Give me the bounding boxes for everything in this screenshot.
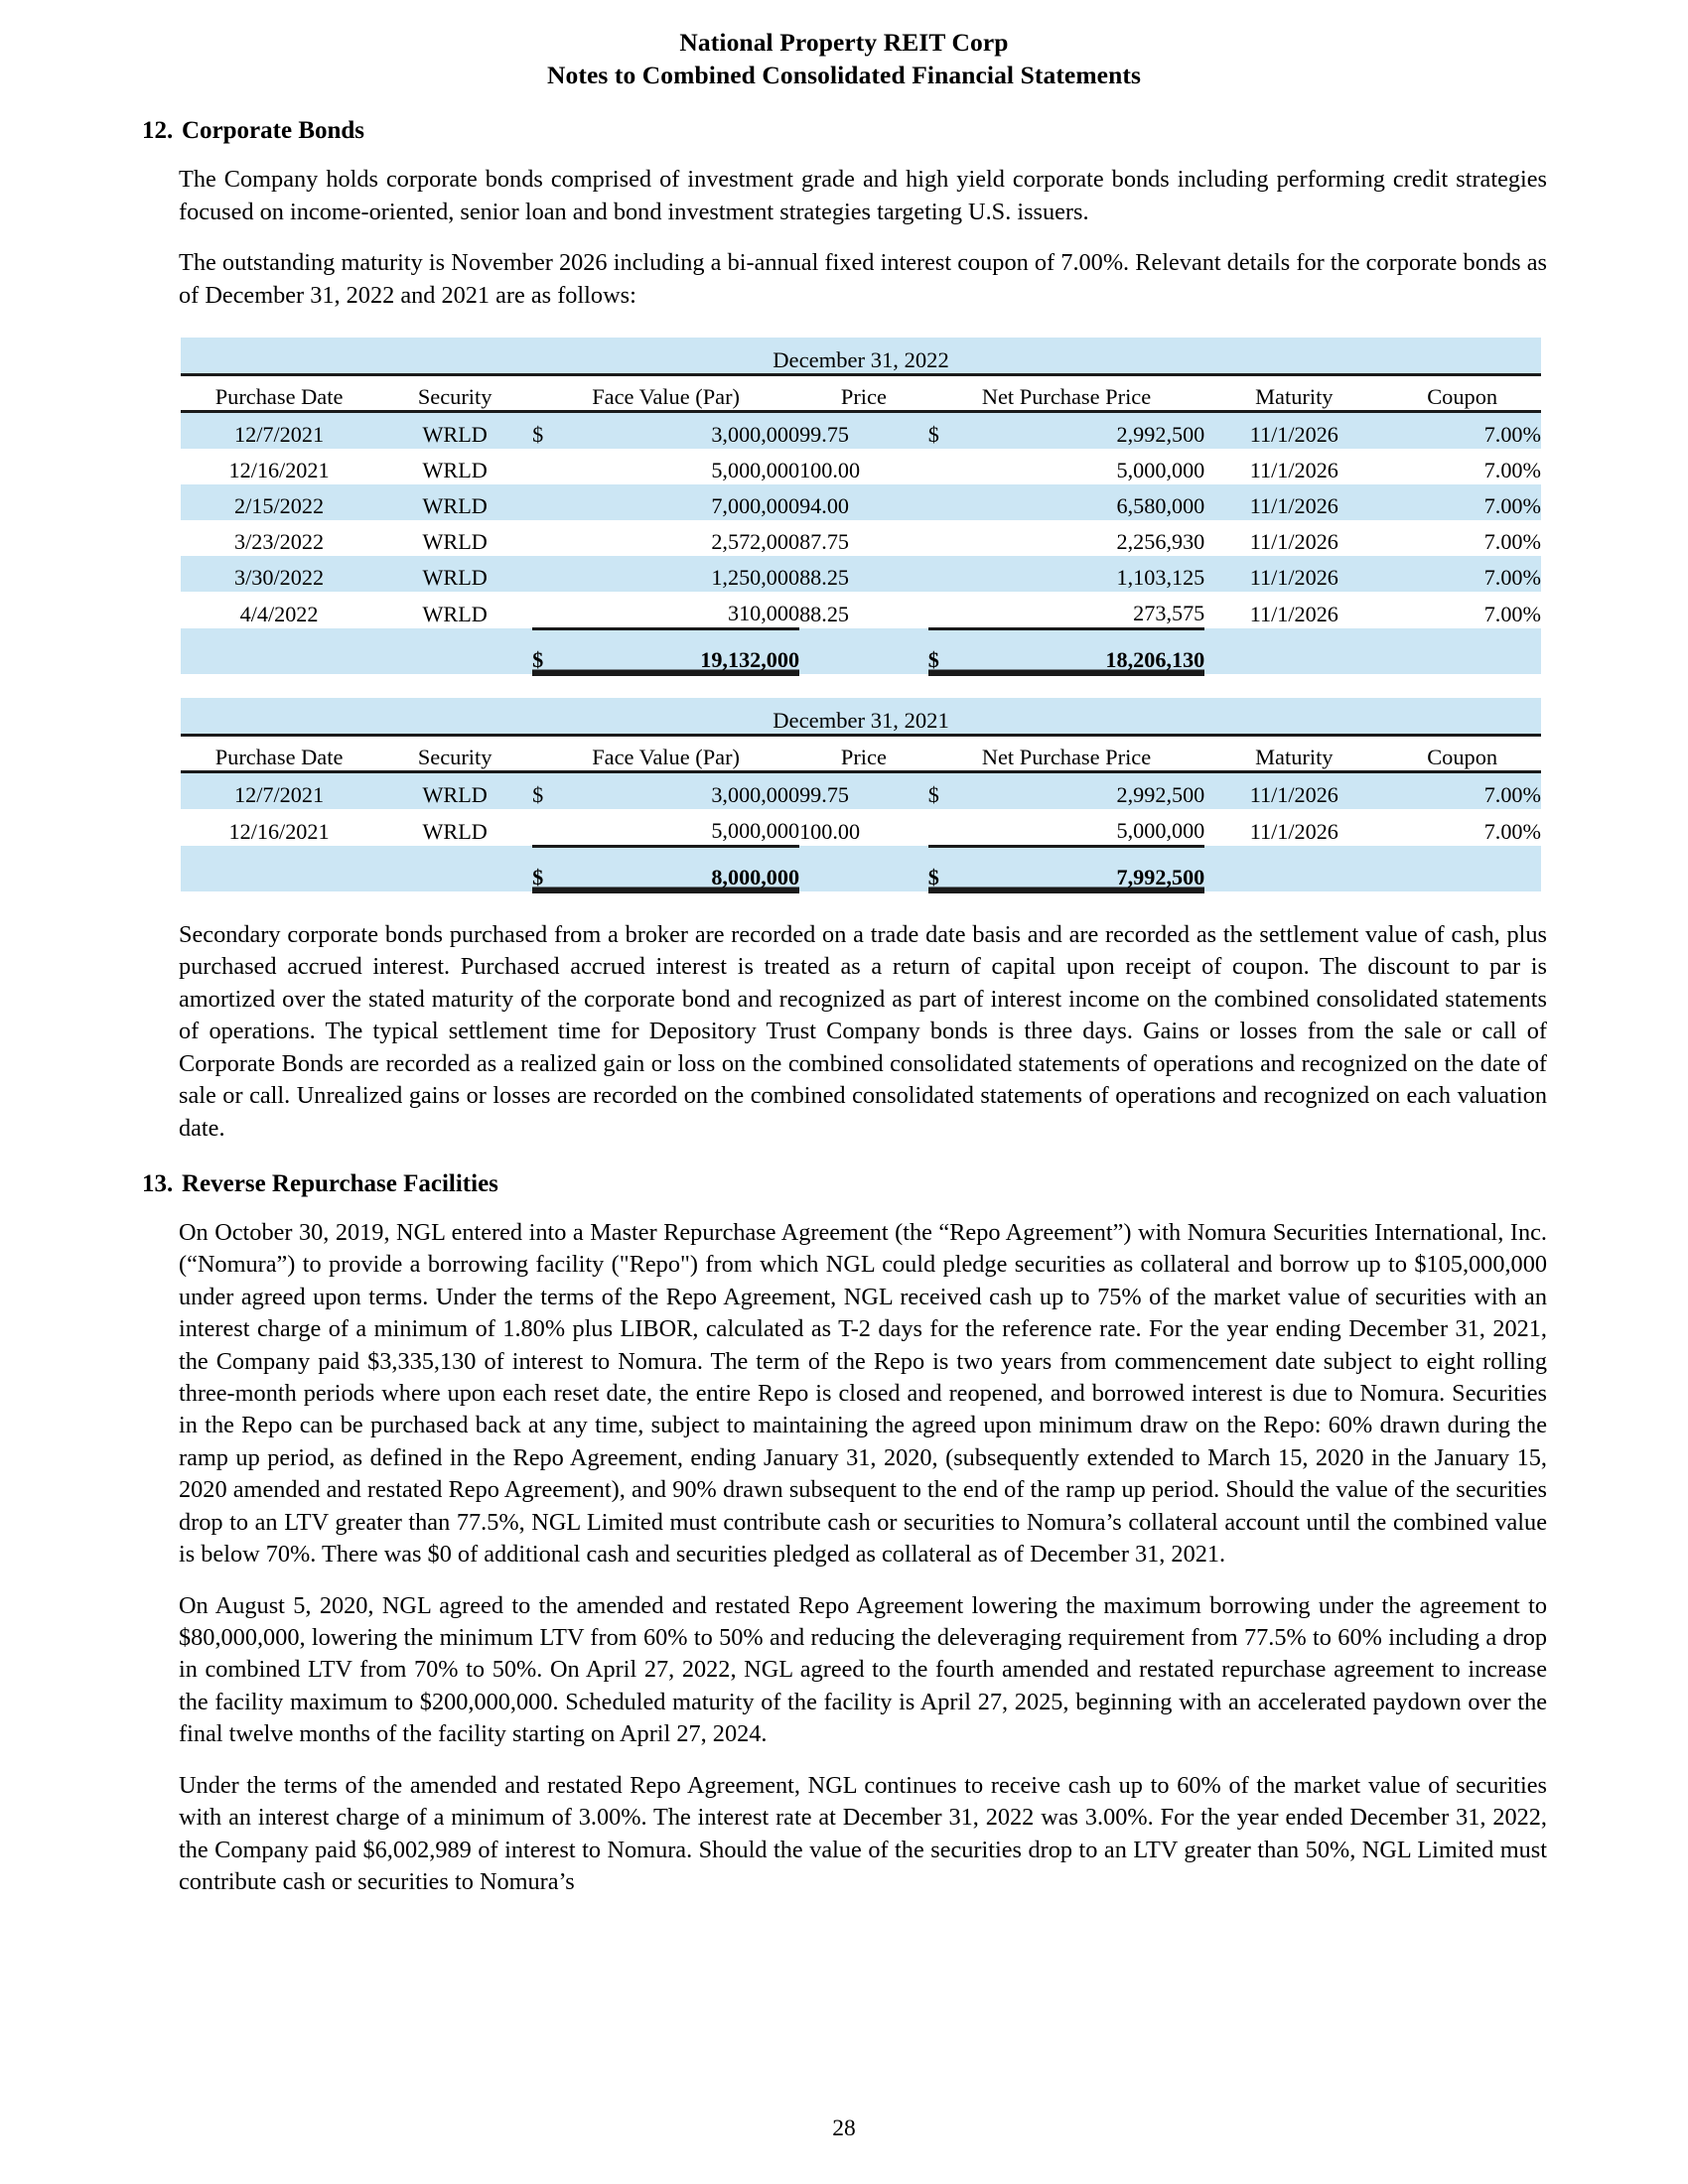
cell-maturity: 11/1/2026 (1249, 564, 1338, 590)
column-header-net-purchase-price: Net Purchase Price (928, 735, 1205, 771)
cell-maturity: 11/1/2026 (1249, 781, 1338, 807)
cell-purchase-date: 12/16/2021 (228, 819, 330, 845)
paragraph-reverse-repurchase-2: On August 5, 2020, NGL agreed to the amended and restated Repo Agreement lowering the maximum borrowing under the agreement to $80,000,000, lowering the minimum LTV from 60% to 50% and reducing the deleveraging requirement from 77.5% to 60% including a drop in combined LTV from 70% to 50%. On April 27, 2022, NGL agreed to the fourth amended and restated repurchase agreement to increase the facility maximum to $200,000,000. Scheduled maturity of the facility is April 27, 2025, beginning with an accelerated paydown over the final twelve months of the facility starting on April 27, 2024. (179, 1591, 1547, 1748)
cell-coupon: 7.00% (1483, 781, 1541, 807)
paragraph-reverse-repurchase-3: Under the terms of the amended and restated Repo Agreement, NGL continues to receive cash up to 60% of the market value of securities with an interest charge of a minimum of 3.00%. The interest rate at December 31, 2022 was 3.00%. For the year ended December 31, 2022, the Company paid $6,002,989 of interest to Nomura. Should the value of the securities drop to an LTV greater than 50%, NGL Limited must contribute cash or securities to Nomura’s (179, 1771, 1547, 1895)
cell-npp-currency-symbol (928, 484, 978, 520)
cell-coupon: 7.00% (1483, 457, 1541, 482)
company-name: National Property REIT Corp (679, 28, 1009, 57)
cell-total-currency-symbol: $ (532, 628, 578, 674)
corporate-bonds-table-2021-wrapper (119, 698, 1569, 893)
cell-net-purchase-price: 5,000,000 (1116, 817, 1205, 843)
cell-price: 88.25 (799, 602, 849, 627)
cell-total-currency-symbol: $ (532, 846, 578, 891)
cell-security: WRLD (422, 781, 488, 807)
cell-face-value: 3,000,000 (711, 781, 800, 807)
cell-face-value: 3,000,000 (711, 421, 800, 447)
column-header-maturity: Maturity (1204, 374, 1383, 411)
table-period-label: December 31, 2022 (773, 346, 949, 372)
cell-purchase-date: 12/7/2021 (234, 421, 325, 447)
table-row (181, 484, 1541, 520)
table-column-headers (181, 374, 1541, 411)
cell-security: WRLD (422, 457, 488, 482)
cell-maturity: 11/1/2026 (1249, 602, 1338, 627)
cell-security: WRLD (422, 564, 488, 590)
section-title: Corporate Bonds (182, 117, 365, 145)
cell-coupon: 7.00% (1483, 528, 1541, 554)
column-header-purchase-date: Purchase Date (181, 374, 377, 411)
cell-face-value: 5,000,000 (711, 817, 800, 843)
table-row (181, 411, 1541, 449)
cell-net-purchase-price: 273,575 (1133, 600, 1205, 625)
column-header-net-purchase-price: Net Purchase Price (928, 374, 1205, 411)
cell-currency-symbol: $ (532, 781, 544, 807)
cell-purchase-date: 2/15/2022 (234, 492, 325, 518)
cell-npp-currency-symbol: $ (927, 421, 939, 447)
cell-net-purchase-price: 2,256,930 (1116, 528, 1205, 554)
paragraph-corporate-bonds-3: Secondary corporate bonds purchased from a broker are recorded on a trade date basis and are recorded as the settlement value of cash, plus purchased accrued interest. Purchased accrued interest is treated as a return of capital upon receipt of coupon. The discount to par is amortized over the stated maturity of the corporate bond and recognized as part of interest income on the combined consolidated statements of operations. The typical settlement time for Depository Trust Company bonds is three days. Gains or losses from the sale or call of Corporate Bonds are recorded as a realized gain or loss on the combined consolidated statements of operations and recognized on the date of sale or call. Unrealized gains or losses are recorded on the combined consolidated statements of operations and recognized on each valuation date. (179, 920, 1547, 1142)
corporate-bonds-table-2022-wrapper (119, 338, 1569, 676)
column-header-face-value: Face Value (Par) (532, 374, 799, 411)
document-title: Notes to Combined Consolidated Financial Statements (547, 61, 1141, 90)
cell-face-value: 310,000 (727, 600, 800, 625)
cell-currency-symbol (532, 484, 578, 520)
cell-price: 99.75 (799, 781, 849, 807)
section-heading-reverse-repurchase (142, 1170, 1569, 1198)
column-header-security: Security (377, 735, 532, 771)
cell-maturity: 11/1/2026 (1249, 819, 1338, 845)
cell-face-value: 5,000,000 (711, 457, 800, 482)
cell-total-net-purchase-price: 7,992,500 (978, 846, 1204, 891)
cell-price: 94.00 (799, 492, 849, 518)
cell-coupon: 7.00% (1483, 602, 1541, 627)
cell-security: WRLD (422, 421, 488, 447)
cell-currency-symbol (532, 809, 578, 847)
cell-net-purchase-price: 6,580,000 (1116, 492, 1205, 518)
cell-price: 88.25 (799, 564, 849, 590)
table-row (181, 809, 1541, 847)
table-period-row (181, 698, 1541, 736)
cell-coupon: 7.00% (1483, 819, 1541, 845)
cell-security: WRLD (422, 528, 488, 554)
cell-coupon: 7.00% (1483, 492, 1541, 518)
cell-net-purchase-price: 5,000,000 (1116, 457, 1205, 482)
table-row (181, 592, 1541, 629)
column-header-purchase-date: Purchase Date (181, 735, 377, 771)
cell-purchase-date: 4/4/2022 (239, 602, 319, 627)
cell-price: 87.75 (799, 528, 849, 554)
cell-total-face-value: 8,000,000 (578, 846, 799, 891)
cell-price: 99.75 (799, 421, 849, 447)
section-number: 12. (142, 117, 174, 145)
table-total-row (181, 628, 1541, 674)
corporate-bonds-table-2021 (181, 698, 1541, 893)
paragraph-corporate-bonds-2: The outstanding maturity is November 2026 including a bi-annual fixed interest coupon of 7.00%. Relevant details for the corporate bonds as of December 31, 2022 and 2021 are as follows: (179, 249, 1547, 309)
column-header-coupon: Coupon (1383, 735, 1541, 771)
cell-total-npp-currency-symbol: $ (928, 846, 978, 891)
cell-npp-currency-symbol: $ (927, 781, 939, 807)
cell-npp-currency-symbol (928, 449, 978, 484)
cell-maturity: 11/1/2026 (1249, 528, 1338, 554)
cell-purchase-date: 12/7/2021 (234, 781, 325, 807)
column-header-coupon: Coupon (1383, 374, 1541, 411)
cell-maturity: 11/1/2026 (1249, 492, 1338, 518)
table-row (181, 771, 1541, 809)
paragraph-corporate-bonds-1: The Company holds corporate bonds comprised of investment grade and high yield corporate bonds including performing credit strategies focused on income-oriented, senior loan and bond investment strategies targeting U.S. issuers. (179, 166, 1547, 225)
table-period-label: December 31, 2021 (773, 707, 949, 733)
table-period-row (181, 338, 1541, 375)
cell-maturity: 11/1/2026 (1249, 421, 1338, 447)
cell-maturity: 11/1/2026 (1249, 457, 1338, 482)
corporate-bonds-table-2022 (181, 338, 1541, 676)
cell-npp-currency-symbol (928, 520, 978, 556)
cell-price: 100.00 (799, 819, 861, 845)
cell-face-value: 1,250,000 (711, 564, 800, 590)
cell-total-npp-currency-symbol: $ (928, 628, 978, 674)
column-header-face-value: Face Value (Par) (532, 735, 799, 771)
cell-total-net-purchase-price: 18,206,130 (978, 628, 1204, 674)
cell-npp-currency-symbol (928, 809, 978, 847)
document-header (119, 26, 1569, 91)
cell-face-value: 2,572,000 (711, 528, 800, 554)
cell-security: WRLD (422, 819, 488, 845)
column-header-price: Price (799, 735, 928, 771)
table-column-headers (181, 735, 1541, 771)
cell-net-purchase-price: 2,992,500 (1116, 781, 1205, 807)
column-header-security: Security (377, 374, 532, 411)
cell-currency-symbol: $ (532, 421, 544, 447)
cell-npp-currency-symbol (928, 556, 978, 592)
cell-net-purchase-price: 1,103,125 (1116, 564, 1205, 590)
cell-currency-symbol (532, 520, 578, 556)
cell-coupon: 7.00% (1483, 564, 1541, 590)
cell-total-face-value: 19,132,000 (578, 628, 799, 674)
column-header-price: Price (799, 374, 928, 411)
table-row (181, 556, 1541, 592)
cell-security: WRLD (422, 492, 488, 518)
cell-purchase-date: 3/23/2022 (234, 528, 325, 554)
cell-face-value: 7,000,000 (711, 492, 800, 518)
table-row (181, 449, 1541, 484)
cell-coupon: 7.00% (1483, 421, 1541, 447)
section-title: Reverse Repurchase Facilities (182, 1169, 498, 1197)
paragraph-reverse-repurchase-1: On October 30, 2019, NGL entered into a Master Repurchase Agreement (the “Repo Agreement”) with Nomura Securities International, Inc. (“Nomura”) to provide a borrowing facility ("Repo") from which NGL could pledge securities as collateral and borrow up to $105,000,000 under agreed upon terms. Under the terms of the Repo Agreement, NGL received cash up to 75% of the market value of securities with an interest charge of a minimum of 1.80% plus LIBOR, calculated as T-2 days for the reference rate. For the year ending December 31, 2021, the Company paid $3,335,130 of interest to Nomura. The term of the Repo is two years from commencement date subject to eight rolling three-month periods where upon each reset date, the entire Repo is closed and reopened, and borrowed interest is due to Nomura. Securities in the Repo can be purchased back at any time, subject to maintaining the agreed upon minimum draw on the Repo: 60% drawn during the ramp up period, as defined in the Repo Agreement, ending January 31, 2020, (subsequently extended to March 15, 2020 in the January 15, 2020 amended and restated Repo Agreement), and 90% drawn subsequent to the end of the ramp up period. Should the value of the securities drop to an LTV greater than 77.5%, NGL Limited must contribute cash or securities to Nomura’s collateral account until the combined value is below 70%. There was $0 of additional cash and securities pledged as collateral as of December 31, 2021. (179, 1218, 1547, 1569)
section-heading-corporate-bonds (142, 117, 1569, 145)
cell-security: WRLD (422, 602, 488, 627)
page-number: 28 (832, 2116, 856, 2141)
table-total-row (181, 846, 1541, 891)
cell-currency-symbol (532, 449, 578, 484)
cell-price: 100.00 (799, 457, 861, 482)
cell-npp-currency-symbol (928, 592, 978, 629)
cell-net-purchase-price: 2,992,500 (1116, 421, 1205, 447)
cell-purchase-date: 12/16/2021 (228, 457, 330, 482)
cell-currency-symbol (532, 592, 578, 629)
cell-purchase-date: 3/30/2022 (234, 564, 325, 590)
cell-currency-symbol (532, 556, 578, 592)
table-row (181, 520, 1541, 556)
column-header-maturity: Maturity (1204, 735, 1383, 771)
section-number: 13. (142, 1169, 174, 1197)
